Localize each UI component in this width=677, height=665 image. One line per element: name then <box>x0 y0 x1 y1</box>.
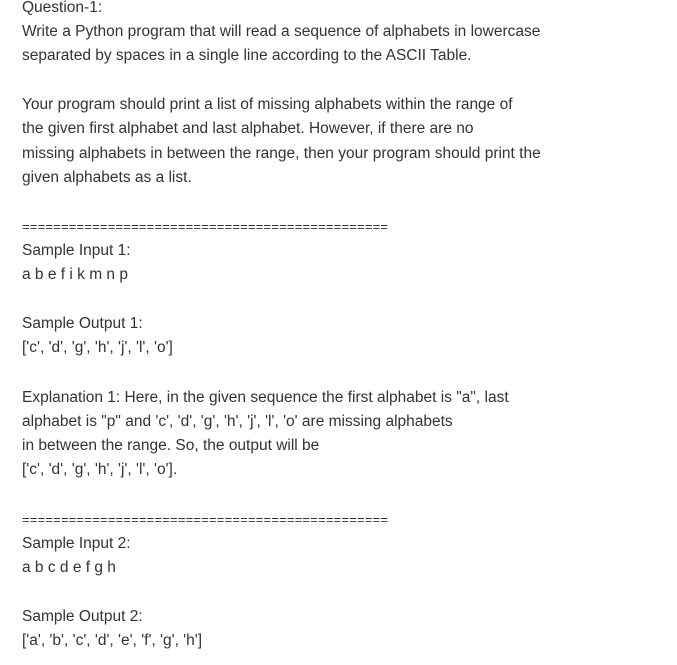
explanation-1-line-3: in between the range. So, the output will be <box>22 437 320 454</box>
description-line-2: the given first alphabet and last alphabet. However, if there are no <box>22 120 474 137</box>
explanation-1-line-4: ['c', 'd', 'g', 'h', 'j', 'l', 'o']. <box>22 461 178 478</box>
explanation-1-line-1: Explanation 1: Here, in the given sequence the first alphabet is "a", last <box>22 389 509 406</box>
intro-line-1: Write a Python program that will read a sequence of alphabets in lowercase <box>22 23 541 40</box>
description-line-1: Your program should print a list of missing alphabets within the range of <box>22 96 513 113</box>
sample-output-2-value: ['a', 'b', 'c', 'd', 'e', 'f', 'g', 'h'] <box>22 632 203 649</box>
separator-1: =============================================== <box>22 219 389 234</box>
sample-input-1-label: Sample Input 1: <box>22 242 131 259</box>
description-line-3: missing alphabets in between the range, then your program should print the <box>22 145 541 162</box>
explanation-1-line-2: alphabet is "p" and 'c', 'd', 'g', 'h', 'j', 'l', 'o' are missing alphabets <box>22 413 453 430</box>
sample-input-1-value: a b e f i k m n p <box>22 266 128 283</box>
sample-output-1-label: Sample Output 1: <box>22 315 143 332</box>
description-line-4: given alphabets as a list. <box>22 169 192 186</box>
intro-line-2: separated by spaces in a single line according to the ASCII Table. <box>22 47 472 64</box>
sample-input-2-label: Sample Input 2: <box>22 535 131 552</box>
sample-output-1-value: ['c', 'd', 'g', 'h', 'j', 'l', 'o'] <box>22 339 173 356</box>
separator-2: =============================================== <box>22 512 389 527</box>
question-title: Question-1: <box>22 0 103 16</box>
sample-output-2-label: Sample Output 2: <box>22 608 143 625</box>
sample-input-2-value: a b c d e f g h <box>22 559 116 576</box>
